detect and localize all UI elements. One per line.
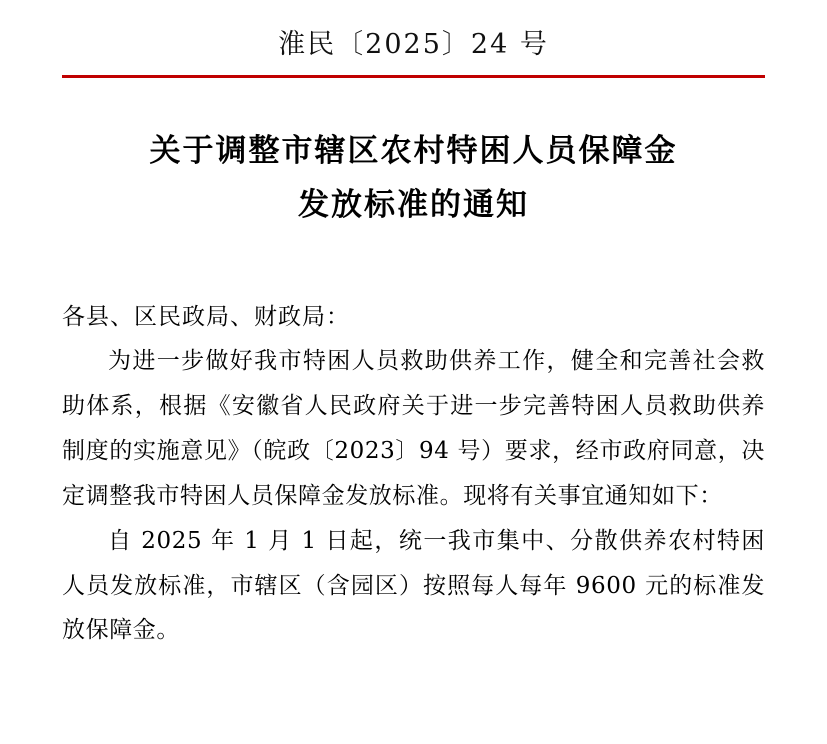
title-line-1: 关于调整市辖区农村特困人员保障金	[149, 133, 678, 169]
title-line-2: 发放标准的通知	[298, 187, 529, 224]
document-number: 淮民〔2025〕24 号	[278, 29, 549, 60]
document-body	[62, 295, 765, 654]
document-title	[62, 124, 765, 233]
body-paragraph-1: 为进一步做好我市特困人员救助供养工作，健全和完善社会救助体系，根据《安徽省人民政府关于进一步完善特困人员救助供养制度的实施意见》（皖政〔2023〕94 号）要求，经市政府同意，决定调整我市特困人员保障金发放标准。现将有关事宜通知如下：	[62, 348, 765, 509]
body-paragraph-2: 自 2025 年 1 月 1 日起，统一我市集中、分散供养农村特困人员发放标准，市辖区（含园区）按照每人每年 9600 元的标准发放保障金。	[62, 527, 765, 644]
red-divider-rule	[62, 75, 765, 78]
salutation: 各县、区民政局、财政局：	[62, 303, 350, 330]
